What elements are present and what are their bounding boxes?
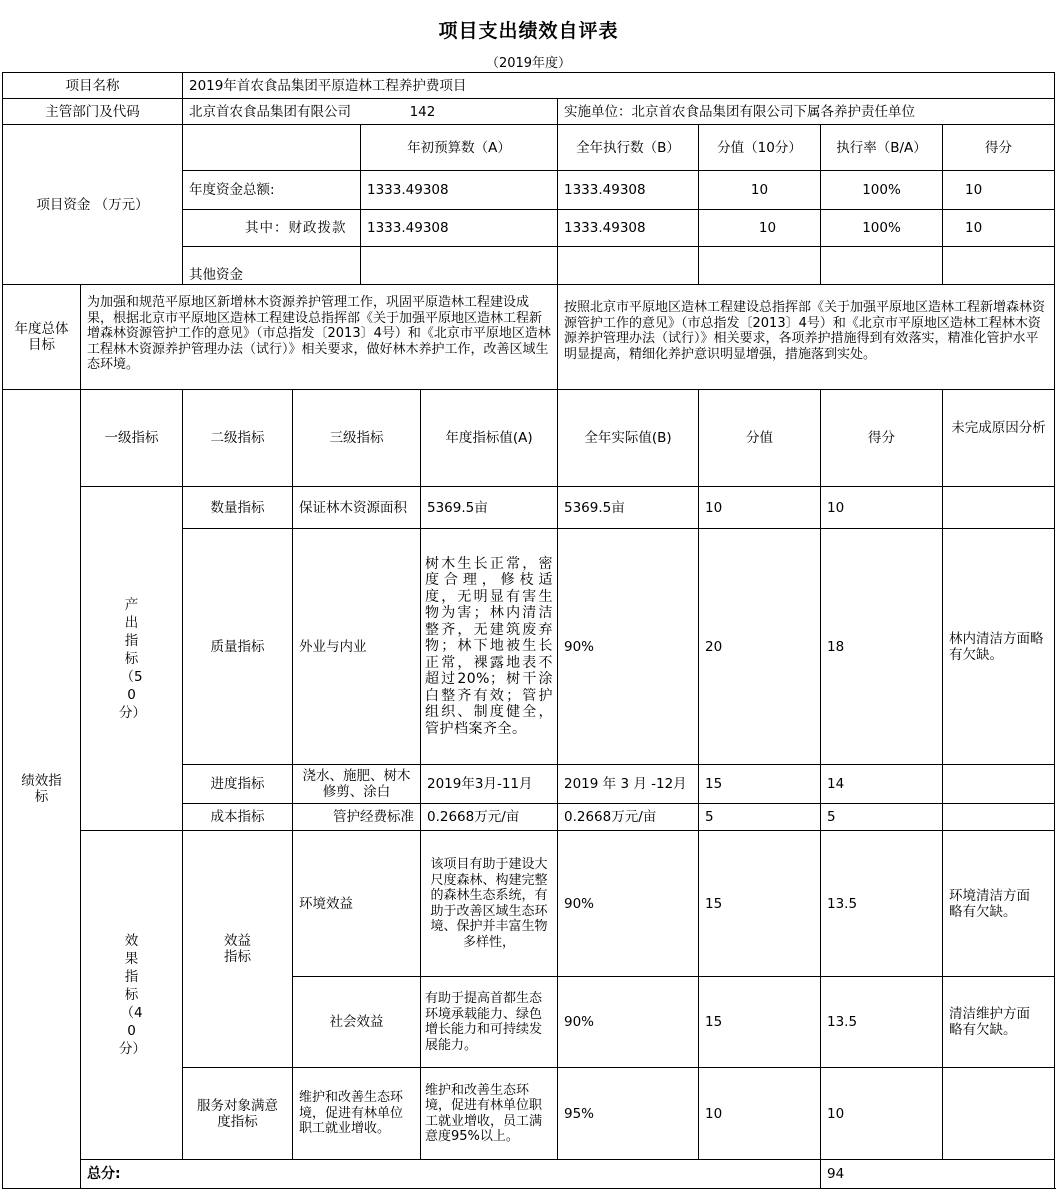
indicators-header-reason: 未完成原因分析: [943, 390, 1055, 487]
total-value: 94: [821, 1160, 1055, 1189]
funds-budget: 1333.49308: [361, 171, 558, 210]
actual-value: 90%: [558, 529, 699, 765]
indicators-header-level3: 三级指标: [293, 390, 421, 487]
level3: 社会效益: [293, 977, 421, 1068]
funds-corner: [183, 125, 361, 171]
target-value: 5369.5亩: [421, 487, 558, 529]
score-value: 15: [699, 831, 821, 977]
dept-cell: [183, 99, 558, 125]
level2: 服务对象满意度指标: [183, 1068, 293, 1160]
score-value: 15: [699, 977, 821, 1068]
funds-header-score: 得分: [943, 125, 1055, 171]
actual-value: 90%: [558, 977, 699, 1068]
goals-row: [3, 285, 1055, 390]
target-value: 维护和改善生态环境，促进有林单位职工就业增收，员工满意度95%以上。: [421, 1068, 558, 1160]
indicator-row: [3, 831, 1055, 977]
score: 10: [821, 1068, 943, 1160]
actual-value: 5369.5亩: [558, 487, 699, 529]
level3: 浇水、施肥、树木修剪、涂白: [293, 765, 421, 804]
reason: [943, 765, 1055, 804]
funds-row-label: 其他资金: [183, 247, 361, 285]
reason: 林内清洁方面略有欠缺。: [943, 529, 1055, 765]
report-year: （2019年度）: [485, 56, 572, 71]
level2: 成本指标: [183, 804, 293, 831]
indicators-header-level2: 二级指标: [183, 390, 293, 487]
indicators-header-level1: 一级指标: [81, 390, 183, 487]
funds-score-value: [699, 247, 821, 285]
total-row: [3, 1160, 1055, 1189]
score: 10: [821, 487, 943, 529]
funds-executed: 1333.49308: [558, 210, 699, 247]
level2: 效益指标: [183, 831, 293, 1068]
level2: 质量指标: [183, 529, 293, 765]
dept-row: [3, 99, 1055, 125]
level3: 外业与内业: [293, 529, 421, 765]
actual-value: 0.2668万元/亩: [558, 804, 699, 831]
indicators-header-score: 得分: [821, 390, 943, 487]
funds-executed: [558, 247, 699, 285]
impl-unit: 实施单位：北京首农食品集团有限公司下属各养护责任单位: [558, 99, 1055, 125]
project-name-label: 项目名称: [3, 73, 183, 99]
level3: 环境效益: [293, 831, 421, 977]
funds-row-label: 其中：财政拨款: [183, 210, 361, 247]
reason: [943, 1068, 1055, 1160]
score-value: 10: [699, 1068, 821, 1160]
funds-header-budget: 年初预算数（A）: [361, 125, 558, 171]
indicators-header-row: [3, 390, 1055, 487]
score-value: 10: [699, 487, 821, 529]
funds-budget: [361, 247, 558, 285]
funds-header-executed: 全年执行数（B）: [558, 125, 699, 171]
dept-value: 北京首农食品集团有限公司: [189, 103, 351, 120]
indicator-row: [3, 487, 1055, 529]
funds-header-rate: 执行率（B/A）: [821, 125, 943, 171]
score: 13.5: [821, 831, 943, 977]
reason: 清洁维护方面略有欠缺。: [943, 977, 1055, 1068]
funds-score: 10: [943, 171, 1055, 210]
indicators-header-target: 年度指标值(A): [421, 390, 558, 487]
dept-code: 142: [409, 103, 436, 120]
level1-output: 产出指标（50分）: [81, 487, 183, 831]
total-label: 总分:: [81, 1160, 821, 1189]
level3: 管护经费标准: [293, 804, 421, 831]
target-value: 有助于提高首都生态环境承载能力、绿色增长能力和可持续发展能力。: [421, 977, 558, 1068]
goals-label: 年度总体目标: [3, 285, 81, 390]
goals-actual: 按照北京市平原地区造林工程建设总指挥部《关于加强平原地区造林工程新增森林资源管护工作的意见》（市总指发〔2013〕4号）和《北京市平原地区造林工程林木资源养护管理办法（试行）》相关要求，各项养护措施得到有效落实，精准化管护水平明显提高，精细化养护意识明显增强，措施落到实处。: [558, 285, 1055, 390]
actual-value: 90%: [558, 831, 699, 977]
page-title: 项目支出绩效自评表: [438, 20, 619, 42]
actual-value: 95%: [558, 1068, 699, 1160]
reason: 环境清洁方面略有欠缺。: [943, 831, 1055, 977]
level2: 数量指标: [183, 487, 293, 529]
level3: 维护和改善生态环境，促进有林单位职工就业增收。: [293, 1068, 421, 1160]
target-value: 0.2668万元/亩: [421, 804, 558, 831]
score: 14: [821, 765, 943, 804]
target-value: 树木生长正常，密度合理，修枝适度，无明显有害生物为害；林内清洁整齐，无建筑废弃物；林下地被生长正常，裸露地表不超过20%；树干涂白整齐有效；管护组织、制度健全，管护档案齐全。: [421, 529, 558, 765]
funds-label: 项目资金 （万元）: [3, 125, 183, 285]
funds-rate: 100%: [821, 171, 943, 210]
score: 13.5: [821, 977, 943, 1068]
funds-score: [943, 247, 1055, 285]
dept-label: 主管部门及代码: [3, 99, 183, 125]
funds-budget: 1333.49308: [361, 210, 558, 247]
level1-effect: 效果指标（40分）: [81, 831, 183, 1160]
target-value: 该项目有助于建设大尺度森林、构建完整的森林生态系统，有助于改善区域生态环境、保护并丰富生物多样性，: [421, 831, 558, 977]
funds-score-value: 10: [699, 171, 821, 210]
goals-planned: 为加强和规范平原地区新增林木资源养护管理工作，巩固平原造林工程建设成果，根据北京市平原地区造林工程建设总指挥部《关于加强平原地区造林工程新增森林资源管护工作的意见》（市总指发〔2013〕4号）和《北京市平原地区造林工程林木资源养护管理办法（试行）》相关要求，做好林木养护工作，改善区域生态环境。: [81, 285, 558, 390]
indicators-header-actual: 全年实际值(B): [558, 390, 699, 487]
reason: [943, 487, 1055, 529]
indicators-label: 绩效指标: [3, 390, 81, 1189]
reason: [943, 804, 1055, 831]
level3: 保证林木资源面积: [293, 487, 421, 529]
funds-rate: [821, 247, 943, 285]
funds-header-score-value: 分值（10分）: [699, 125, 821, 171]
indicators-header-score-value: 分值: [699, 390, 821, 487]
actual-value: 2019 年 3 月 -12月: [558, 765, 699, 804]
self-evaluation-table: [2, 72, 1055, 1189]
level2: 进度指标: [183, 765, 293, 804]
project-name-value: 2019年首农食品集团平原造林工程养护费项目: [183, 73, 1055, 99]
score-value: 20: [699, 529, 821, 765]
funds-header-row: [3, 125, 1055, 171]
project-name-row: [3, 73, 1055, 99]
score-value: 5: [699, 804, 821, 831]
score-value: 15: [699, 765, 821, 804]
funds-rate: 100%: [821, 210, 943, 247]
funds-score: 10: [943, 210, 1055, 247]
funds-row-label: 年度资金总额:: [183, 171, 361, 210]
score: 5: [821, 804, 943, 831]
funds-score-value: 10: [699, 210, 821, 247]
score: 18: [821, 529, 943, 765]
target-value: 2019年3月-11月: [421, 765, 558, 804]
funds-executed: 1333.49308: [558, 171, 699, 210]
